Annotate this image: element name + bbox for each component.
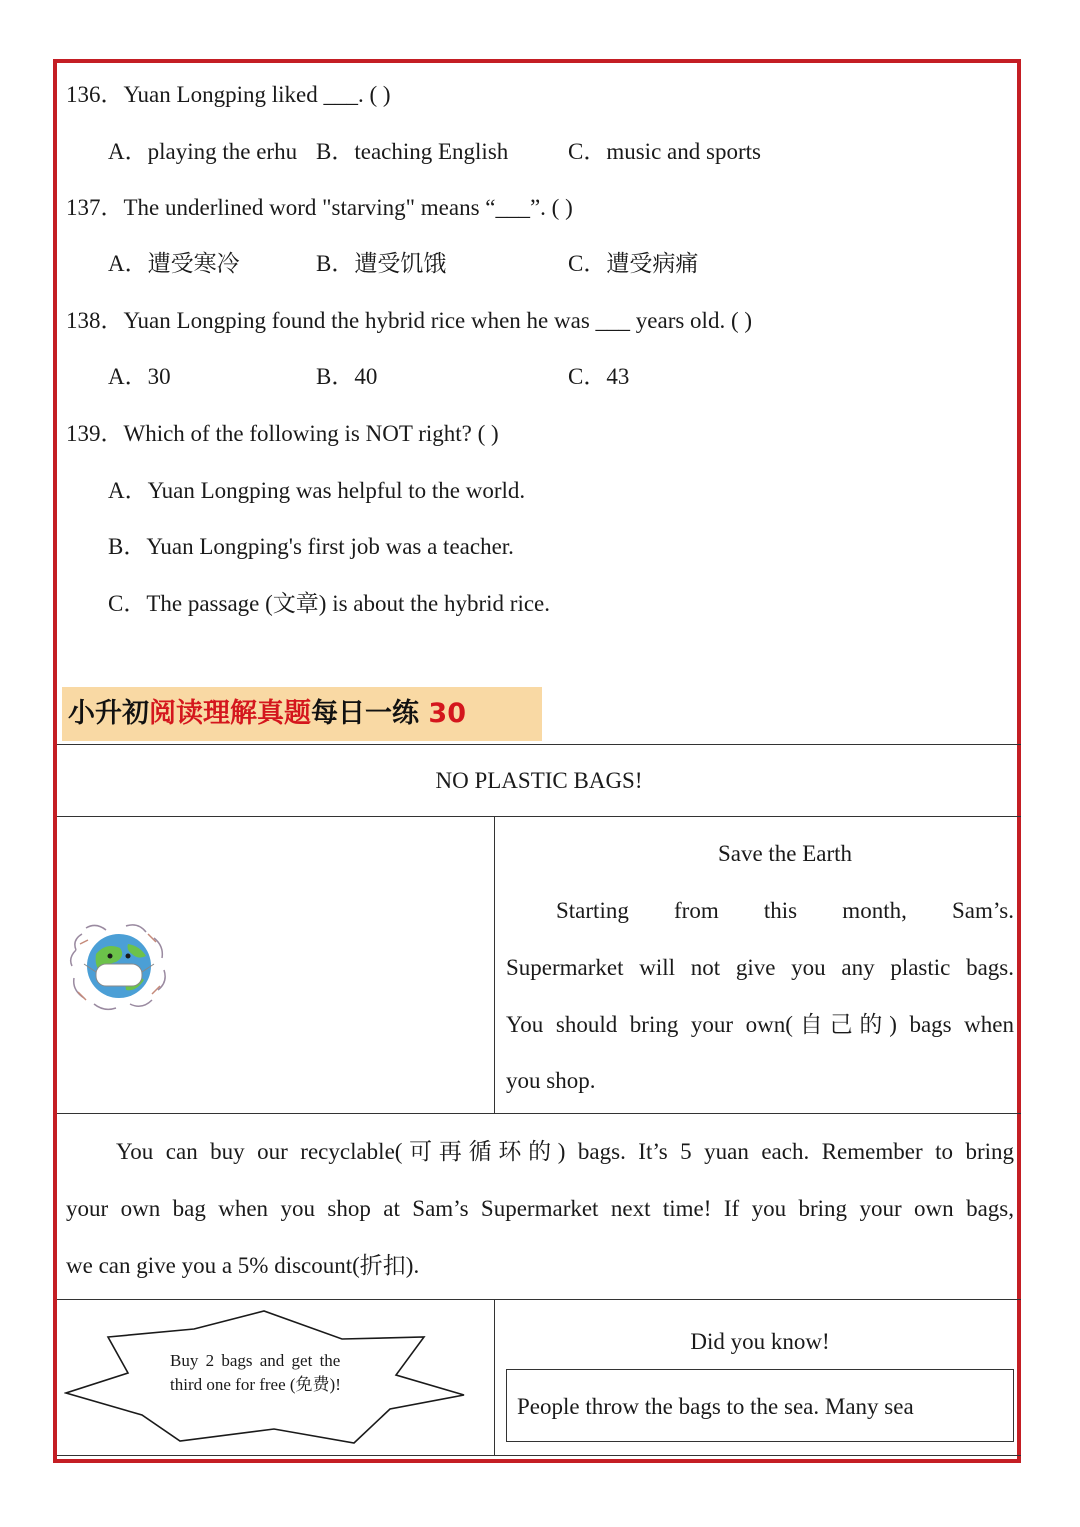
question-136-stem: 136．Yuan Longping liked ___. ( ) — [66, 82, 391, 107]
question-136-option-a[interactable]: A．playing the erhu — [108, 139, 298, 164]
question-139-stem: 139．Which of the following is NOT right? ( ) — [66, 421, 499, 446]
save-earth-line-3: You should bring your own(自己的) bags when — [506, 1012, 1014, 1037]
question-137-option-a[interactable]: A．遭受寒冷 — [108, 251, 240, 276]
table-divider-upper — [494, 816, 495, 1113]
table-line-top — [57, 744, 1021, 745]
question-138-stem: 138．Yuan Longping found the hybrid rice when he was ___ years old. ( ) — [66, 308, 753, 333]
earth-mask-icon — [66, 920, 172, 1012]
did-you-know-text: People throw the bags to the sea. Many sea — [517, 1394, 914, 1419]
save-earth-line-2: Supermarket will not give you any plastic bags. — [506, 955, 1014, 980]
banner-number: 30 — [428, 698, 466, 729]
save-earth-line-4: you shop. — [506, 1068, 596, 1093]
question-138-option-c[interactable]: C．43 — [568, 364, 630, 389]
question-139-option-c[interactable]: C．The passage (文章) is about the hybrid rice. — [108, 591, 550, 616]
question-136-option-b[interactable]: B．teaching English — [316, 139, 509, 164]
question-137-option-b[interactable]: B．遭受饥饿 — [316, 251, 447, 276]
table-line-2 — [57, 816, 1021, 817]
question-138-option-b[interactable]: B．40 — [316, 364, 378, 389]
notice-title: NO PLASTIC BAGS! — [435, 768, 643, 793]
star-text-line-2: third one for free (免费)! — [170, 1375, 341, 1394]
table-line-bottom — [57, 1455, 1021, 1456]
table-line-4 — [57, 1299, 1021, 1300]
table-divider-lower — [494, 1299, 495, 1455]
notice-body-line-2: your own bag when you shop at Sam’s Supermarket next time! If you bring your own bags, — [66, 1196, 1014, 1221]
face-mask — [96, 964, 142, 986]
question-136-option-c[interactable]: C．music and sports — [568, 139, 761, 164]
table-line-3 — [57, 1113, 1021, 1114]
star-text-line-1: Buy 2 bags and get the — [170, 1351, 341, 1370]
notice-body-line-1: You can buy our recyclable(可再循环的) bags. It’s 5 yuan each. Remember to bring — [116, 1139, 1014, 1164]
save-earth-title: Save the Earth — [717, 841, 853, 866]
banner-part1: 小升初 — [68, 698, 149, 729]
question-137-option-c[interactable]: C．遭受病痛 — [568, 251, 699, 276]
section-banner — [62, 687, 542, 741]
save-earth-line-1: Starting from this month, Sam’s. — [556, 898, 1014, 923]
did-you-know-title: Did you know! — [690, 1329, 830, 1354]
question-139-option-a[interactable]: A．Yuan Longping was helpful to the world. — [108, 478, 526, 503]
notice-body-line-3: we can give you a 5% discount(折扣). — [66, 1253, 420, 1278]
question-139-option-b[interactable]: B．Yuan Longping's first job was a teacher. — [108, 534, 514, 559]
banner-part2: 阅读理解真题 — [149, 698, 311, 729]
did-you-know-box — [506, 1369, 1014, 1442]
question-137-stem: 137．The underlined word "starving" means “___”. ( ) — [66, 195, 573, 220]
question-138-option-a[interactable]: A．30 — [108, 364, 171, 389]
banner-part3: 每日一练 — [311, 698, 419, 729]
